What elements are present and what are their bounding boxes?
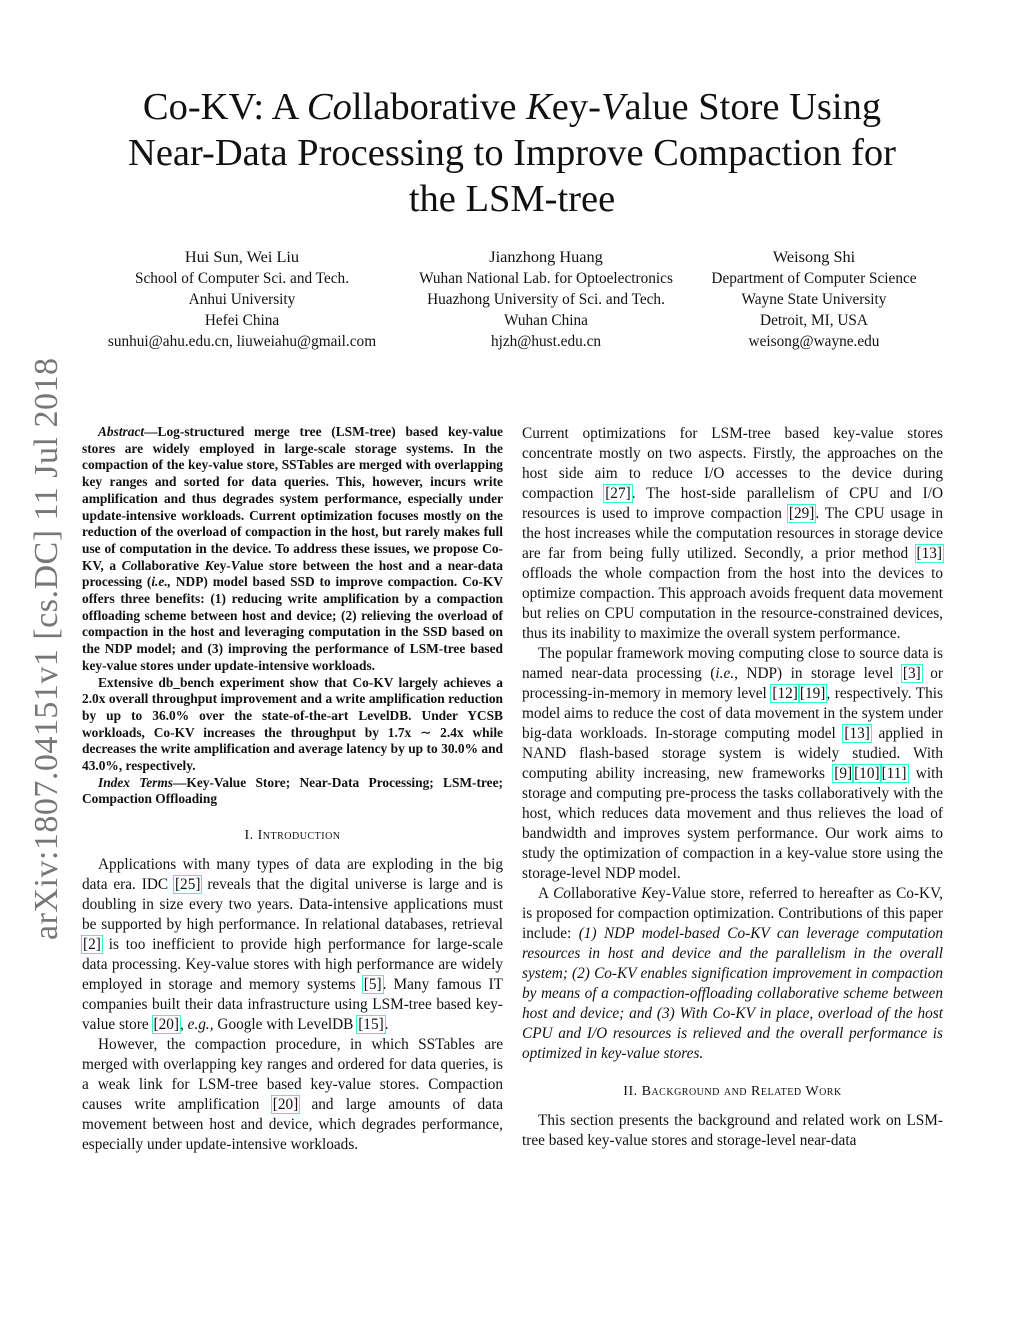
citation-link[interactable]: [20] bbox=[153, 1016, 180, 1034]
citation-link[interactable]: [13] bbox=[916, 545, 942, 562]
citation-link[interactable]: [5] bbox=[363, 976, 382, 994]
section-heading-background: II. Background and Related Work bbox=[623, 1084, 842, 1099]
citation-link[interactable]: [19] bbox=[799, 685, 826, 702]
citation-link[interactable]: [2] bbox=[83, 936, 101, 954]
left-column bbox=[82, 424, 503, 1155]
author-3: Weisong Shi Department of Computer Science Wayne State University Detroit, MI, USA weisong@wayne.edu bbox=[711, 247, 917, 350]
abstract-para-2: Extensive db_bench experiment show that Co-KV largely achieves a 2.0x overall throughput improvement and a write amplification reduction by up to 36.0% over the state-of-the-art LevelDB. Under YCSB workloads, Co-KV increases the throughput by 1.7x ∼ 2.4x while decreases the write amplification and average latency by up to 30.0% and 43.0%, respectively. bbox=[82, 674, 503, 774]
citation-link[interactable]: [27] bbox=[605, 485, 631, 502]
title-line-2: Near-Data Processing to Improve Compaction for bbox=[128, 132, 896, 174]
index-terms: Index Terms—Key-Value Store; Near-Data Processing; LSM-tree; Compaction Offloading bbox=[82, 774, 504, 807]
title-line-1: Co-KV: A Collaborative Key-Value Store Using bbox=[142, 86, 882, 128]
section-heading-introduction: I. Introduction bbox=[244, 828, 341, 844]
right-paragraph-3: A Collaborative Key-Value store, referred to hereafter as Co-KV, is proposed for compaction optimization. Contributions of this paper include: (1) NDP model-based Co-KV can leverage computation resources in host and device and the parallelism in the overall system; (2) Co-KV enables signification improvement in compaction by means of a compaction-offloading collaborative scheme between host and device; and (3) With Co-KV in place, overload of the host CPU and I/O resources is relieved and the overall performance is optimized in key-value stores. bbox=[522, 885, 943, 1062]
citation-link[interactable]: [15] bbox=[358, 1016, 384, 1034]
citation-link[interactable]: [9] bbox=[834, 765, 853, 782]
author-1: Hui Sun, Wei Liu School of Computer Sci. and Tech. Anhui University Hefei China sunhui@ahu.edu.cn, liuweiahu@gmail.com bbox=[107, 247, 377, 350]
arxiv-stamp: arXiv:1807.04151v1 [cs.DC] 11 Jul 2018 bbox=[28, 357, 65, 940]
right-paragraph-1: Current optimizations for LSM-tree based key-value stores concentrate mostly on two aspects. Firstly, the approaches on the host side aim to reduce I/O accesses to the device during compaction [27]. The host-side parallelism of CPU and I/O resources is used to improve compaction [29]. The CPU usage in the host increases while the computation resources in storage device are far from being fully utilized. Secondly, a prior method [13] offloads the whole compaction from the host into the devices to optimize compaction. This approach avoids frequent data movement but relies on CPU computation in the resource-constrained devices, thus its inability to maximize the overall system performance. bbox=[522, 425, 944, 642]
title-line-3: the LSM-tree bbox=[408, 178, 616, 220]
right-paragraph-2: The popular framework moving computing close to source data is named near-data processing (i.e., NDP) in storage level [3] or processing-in-memory in memory level [12] [19], respectively. This model aims to reduce the cost of data movement in the system under big-data workloads. In-storage computing model [13] applied in NAND flash-based storage system is widely studied. With computing ability increasing, new frameworks [9] [10] [11] with storage and computing pre-process the tasks collaboratively with the host, which reduces data movement and thus relieves the load of bandwidth and improves system performance. Our work aims to study the optimization of compaction in a key-value store using the storage-level NDP model. bbox=[522, 645, 944, 882]
citation-link[interactable]: [11] bbox=[881, 765, 907, 782]
citation-link[interactable]: [29] bbox=[788, 505, 815, 522]
author-2: Jianzhong Huang Wuhan National Lab. for Optoelectronics Huazhong University of Sci. and Tech. Wuhan China hjzh@hust.edu.cn bbox=[419, 247, 673, 350]
citation-link[interactable]: [25] bbox=[174, 876, 201, 894]
abstract: Abstract—Log-structured merge tree (LSM-tree) based key-value stores are widely employed in large-scale storage systems. In the compaction of the key-value store, SSTables are merged with overlapping key ranges and sorted for data queries. This, however, incurs write amplification and thus degrades system performance, especially under update-intensive workloads. Current optimization focuses mostly on the reduction of the overload of compaction in the host, but rarely makes full use of computation in the device. To address these issues, we propose Co-KV, a Collaborative Key-Value store between the host and a near-data processing (i.e., NDP) model based SSD to improve compaction. Co-KV offers three benefits: (1) reducing write amplification by a compaction offloading scheme between host and device; (2) relieving the overload of compaction in the host and leveraging computation in the SSD based on the NDP model; and (3) improving the performance of LSM-tree based key-value stores under update-intensive workloads. bbox=[82, 424, 503, 673]
citation-link[interactable]: [13] bbox=[844, 725, 870, 742]
paper-title bbox=[92, 84, 932, 222]
author-block bbox=[0, 246, 1024, 356]
citation-link[interactable]: [12] bbox=[772, 685, 798, 702]
intro-paragraph-1: Applications with many types of data are exploding in the big data era. IDC [25] reveals that the digital universe is large and is doubling in size every two years. Data-intensive applications must be supported by high performance. In relational databases, retrieval [2] is too inefficient to provide high performance for large-scale data processing. Key-value stores with high performance are widely employed in storage and memory systems [5]. Many famous IT companies built their data infrastructure using LSM-tree based key-value store [20], e.g., Google with LevelDB [15]. bbox=[82, 856, 503, 1034]
intro-paragraph-2: However, the compaction procedure, in which SSTables are merged with overlapping key ranges and ordered for data queries, is a weak link for LSM-tree based key-value stores. Compaction causes write amplification [20] and large amounts of data movement between host and device, which degrades performance, especially under update-intensive workloads. bbox=[82, 1036, 503, 1154]
right-column bbox=[522, 424, 943, 1151]
citation-link[interactable]: [3] bbox=[902, 665, 921, 682]
right-paragraph-4: This section presents the background and related work on LSM-tree based key-value stores and storage-level near-data bbox=[522, 1112, 943, 1149]
citation-link[interactable]: [20] bbox=[272, 1096, 299, 1114]
citation-link[interactable]: [10] bbox=[854, 765, 880, 782]
